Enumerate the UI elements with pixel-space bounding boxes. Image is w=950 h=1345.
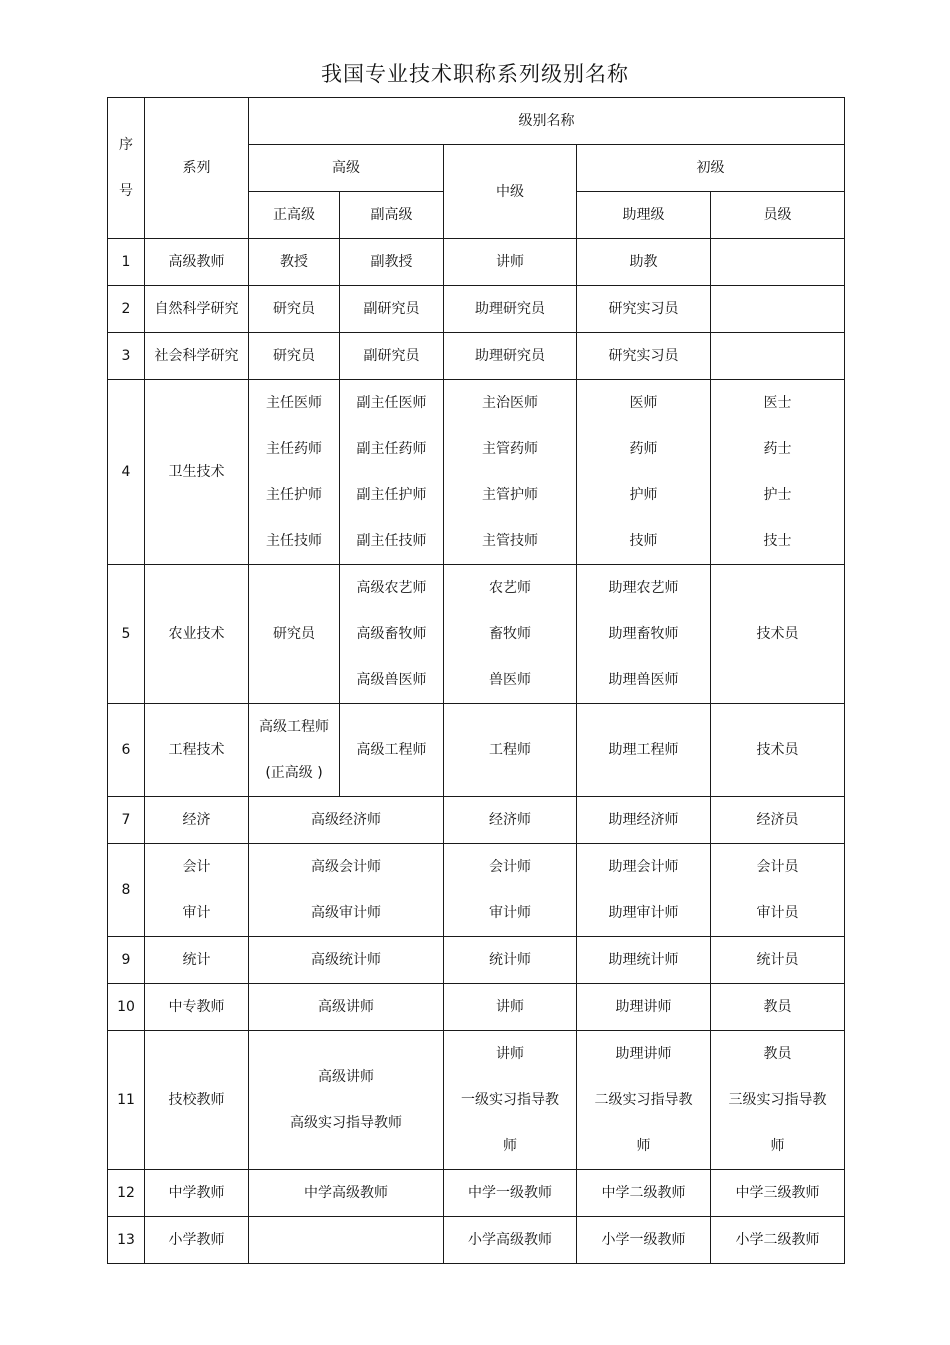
cell-middle [444, 844, 577, 937]
cell-middle [444, 1031, 577, 1170]
cell-line: 副主任技师 [356, 533, 427, 549]
cell-line: 助理兽医师 [608, 672, 679, 688]
header-series: 系列 [145, 98, 249, 239]
cell-vice-senior [340, 380, 444, 565]
cell-full-senior: 研究员 [249, 286, 340, 333]
cell-staff [711, 239, 845, 286]
cell-line: 二级实习指导教 [594, 1092, 693, 1108]
table-row [108, 380, 845, 565]
table-row [108, 937, 845, 984]
cell-line: 护师 [629, 487, 658, 503]
header-full-senior: 正高级 [249, 192, 340, 239]
cell-line: 医士 [763, 395, 792, 411]
cell-assistant [577, 565, 711, 704]
cell-line: 高级农艺师 [356, 580, 427, 596]
cell-vice-senior: 高级工程师 [340, 704, 444, 797]
cell-senior [249, 1217, 444, 1264]
row-series: 农业技术 [145, 565, 249, 704]
row-number: 10 [108, 984, 145, 1031]
cell-staff: 技术员 [711, 565, 845, 704]
cell-line: 兽医师 [489, 672, 531, 688]
cell-line: 主任医师 [266, 395, 322, 411]
cell-staff: 技术员 [711, 704, 845, 797]
cell-line: 主管护师 [482, 487, 538, 503]
cell-line: 副主任药师 [356, 441, 427, 457]
cell-line: 师 [503, 1138, 517, 1154]
cell-line: 主任护师 [266, 487, 322, 503]
cell-line: (正高级 ) [265, 765, 323, 781]
row-series: 工程技术 [145, 704, 249, 797]
table-row [108, 704, 845, 797]
cell-line: 审计师 [489, 905, 531, 921]
cell-middle [444, 380, 577, 565]
cell-middle: 中学一级教师 [444, 1170, 577, 1217]
cell-line: 高级工程师 [259, 719, 329, 735]
cell-staff [711, 380, 845, 565]
row-series: 高级教师 [145, 239, 249, 286]
cell-vice-senior: 副教授 [340, 239, 444, 286]
header-junior: 初级 [577, 145, 845, 192]
header-row-1 [108, 98, 845, 145]
cell-line: 审计员 [756, 905, 799, 921]
cell-middle: 经济师 [444, 797, 577, 844]
cell-senior: 高级经济师 [249, 797, 444, 844]
cell-line: 主管药师 [482, 441, 538, 457]
cell-full-senior: 教授 [249, 239, 340, 286]
table-row [108, 239, 845, 286]
header-senior: 高级 [249, 145, 444, 192]
cell-line: 副主任护师 [356, 487, 427, 503]
row-number: 1 [108, 239, 145, 286]
cell-line: 师 [636, 1138, 651, 1154]
table-row [108, 984, 845, 1031]
table-row [108, 565, 845, 704]
cell-line: 农艺师 [489, 580, 531, 596]
cell-senior: 中学高级教师 [249, 1170, 444, 1217]
cell-line: 审计 [182, 905, 211, 921]
cell-assistant: 助理统计师 [577, 937, 711, 984]
row-number: 9 [108, 937, 145, 984]
cell-line: 药士 [763, 441, 792, 457]
cell-line: 高级讲师 [318, 1069, 374, 1085]
cell-full-senior [249, 704, 340, 797]
row-number: 12 [108, 1170, 145, 1217]
cell-assistant: 中学二级教师 [577, 1170, 711, 1217]
cell-line: 主任技师 [266, 533, 322, 549]
cell-middle: 讲师 [444, 239, 577, 286]
row-number: 2 [108, 286, 145, 333]
row-number: 13 [108, 1217, 145, 1264]
cell-line: 高级审计师 [311, 905, 381, 921]
cell-line: 师 [770, 1138, 785, 1154]
row-number: 8 [108, 844, 145, 937]
cell-line: 药师 [629, 441, 658, 457]
document-title: 我国专业技术职称系列级别名称 [321, 62, 629, 86]
row-series: 中专教师 [145, 984, 249, 1031]
cell-line: 畜牧师 [489, 626, 531, 642]
cell-line: 助理会计师 [608, 859, 679, 875]
cell-line: 副主任医师 [356, 395, 427, 411]
cell-line: 讲师 [496, 1046, 524, 1062]
cell-staff: 小学二级教师 [711, 1217, 845, 1264]
cell-line: 会计师 [489, 859, 531, 875]
cell-line: 主任药师 [266, 441, 322, 457]
table-row [108, 844, 845, 937]
cell-middle [444, 565, 577, 704]
row-number: 3 [108, 333, 145, 380]
row-number: 4 [108, 380, 145, 565]
cell-assistant [577, 380, 711, 565]
cell-staff [711, 286, 845, 333]
row-series: 经济 [145, 797, 249, 844]
title-levels-table [107, 97, 845, 1264]
cell-staff: 中学三级教师 [711, 1170, 845, 1217]
row-series: 社会科学研究 [145, 333, 249, 380]
cell-assistant: 研究实习员 [577, 333, 711, 380]
row-number: 5 [108, 565, 145, 704]
cell-assistant: 助理工程师 [577, 704, 711, 797]
cell-line: 技师 [629, 533, 658, 549]
row-series: 中学教师 [145, 1170, 249, 1217]
cell-vice-senior: 副研究员 [340, 333, 444, 380]
cell-line: 护士 [763, 487, 792, 503]
cell-line: 技士 [763, 533, 792, 549]
cell-line: 会计员 [756, 859, 799, 875]
table-row [108, 286, 845, 333]
cell-line: 高级实习指导教师 [290, 1115, 402, 1131]
cell-line: 助理农艺师 [608, 580, 679, 596]
cell-staff: 教员 [711, 984, 845, 1031]
cell-line: 一级实习指导教 [461, 1092, 559, 1108]
header-assistant: 助理级 [577, 192, 711, 239]
header-middle: 中级 [444, 145, 577, 239]
cell-line: 会计 [182, 859, 211, 875]
cell-full-senior: 研究员 [249, 333, 340, 380]
cell-line: 助理畜牧师 [608, 626, 679, 642]
table-row [108, 1031, 845, 1170]
cell-line: 主治医师 [482, 395, 538, 411]
table-row [108, 333, 845, 380]
cell-full-senior: 研究员 [249, 565, 340, 704]
cell-line: 主管技师 [482, 533, 538, 549]
header-vice-senior: 副高级 [340, 192, 444, 239]
cell-assistant: 助理经济师 [577, 797, 711, 844]
cell-middle: 工程师 [444, 704, 577, 797]
header-seq-char: 号 [119, 183, 133, 199]
row-number: 7 [108, 797, 145, 844]
cell-middle: 统计师 [444, 937, 577, 984]
row-series: 技校教师 [145, 1031, 249, 1170]
cell-full-senior [249, 380, 340, 565]
cell-middle: 助理研究员 [444, 333, 577, 380]
cell-senior: 高级讲师 [249, 984, 444, 1031]
cell-line: 三级实习指导教 [728, 1092, 827, 1108]
cell-vice-senior: 副研究员 [340, 286, 444, 333]
row-number: 11 [108, 1031, 145, 1170]
header-seq [108, 98, 145, 239]
cell-senior: 高级统计师 [249, 937, 444, 984]
cell-assistant [577, 844, 711, 937]
cell-line: 医师 [629, 395, 658, 411]
header-staff: 员级 [711, 192, 845, 239]
cell-assistant: 助教 [577, 239, 711, 286]
cell-line: 助理讲师 [615, 1046, 672, 1062]
row-series: 统计 [145, 937, 249, 984]
cell-senior [249, 844, 444, 937]
cell-staff [711, 844, 845, 937]
row-number: 6 [108, 704, 145, 797]
cell-staff: 统计员 [711, 937, 845, 984]
cell-staff [711, 333, 845, 380]
row-series [145, 844, 249, 937]
cell-middle: 助理研究员 [444, 286, 577, 333]
row-series: 自然科学研究 [145, 286, 249, 333]
cell-assistant: 研究实习员 [577, 286, 711, 333]
cell-staff: 经济员 [711, 797, 845, 844]
cell-assistant [577, 1031, 711, 1170]
cell-line: 高级畜牧师 [356, 626, 427, 642]
row-series: 卫生技术 [145, 380, 249, 565]
cell-assistant: 小学一级教师 [577, 1217, 711, 1264]
cell-assistant: 助理讲师 [577, 984, 711, 1031]
cell-middle: 小学高级教师 [444, 1217, 577, 1264]
header-seq-char: 序 [119, 137, 133, 153]
cell-line: 助理审计师 [608, 905, 679, 921]
cell-line: 高级兽医师 [356, 672, 427, 688]
table-row [108, 1170, 845, 1217]
cell-line: 高级会计师 [311, 859, 381, 875]
cell-line: 教员 [763, 1046, 792, 1062]
cell-middle: 讲师 [444, 984, 577, 1031]
cell-staff [711, 1031, 845, 1170]
row-series: 小学教师 [145, 1217, 249, 1264]
header-level-name: 级别名称 [249, 98, 845, 145]
table-row [108, 797, 845, 844]
table-row [108, 1217, 845, 1264]
cell-vice-senior [340, 565, 444, 704]
cell-senior [249, 1031, 444, 1170]
